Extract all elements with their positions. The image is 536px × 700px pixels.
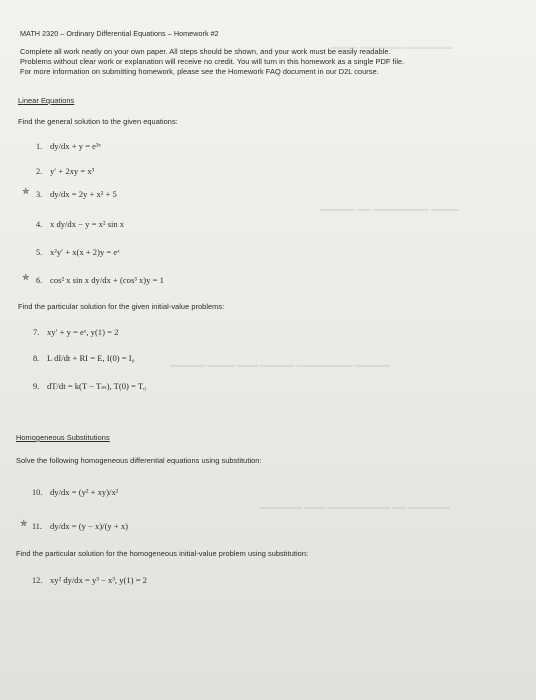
problem-equation: xy′ + y = eˣ, y(1) = 2 bbox=[47, 327, 119, 337]
problem-equation: x dy/dx − y = x² sin x bbox=[50, 219, 125, 229]
problem-number: 10. bbox=[32, 488, 43, 497]
problem-number: 2. bbox=[36, 167, 43, 176]
problem-number: 4. bbox=[36, 220, 43, 229]
bleed-through-text: ▬▬▬▬▬ ▬▬ ▬▬▬▬▬▬▬▬ ▬▬▬▬ bbox=[320, 206, 459, 213]
problem-number: 9. bbox=[33, 382, 40, 391]
star-check-mark-icon: ✯ bbox=[22, 273, 30, 283]
problem-number: 11. bbox=[32, 522, 42, 531]
linear-prompt: Find the general solution to the given equations: bbox=[18, 117, 178, 126]
instruction-line-2: Problems without clear work or explanation will receive no credit. You will turn in this homework as a single PDF file. bbox=[20, 57, 405, 66]
problem-equation: y′ + 2xy = x³ bbox=[50, 166, 95, 176]
homogeneous-prompt: Solve the following homogeneous differential equations using substitution: bbox=[16, 456, 262, 465]
page-title: MATH 2320 – Ordinary Differential Equations – Homework #2 bbox=[20, 29, 219, 38]
instruction-line-3: For more information on submitting homework, please see the Homework FAQ document in our D2L course. bbox=[20, 67, 379, 76]
homogeneous-ivp-prompt: Find the particular solution for the homogeneous initial-value problem using substitution: bbox=[16, 549, 309, 558]
problem-number: 5. bbox=[36, 248, 43, 257]
problem-equation: dy/dx + y = e³ˣ bbox=[50, 141, 102, 151]
problem-equation: x²y′ + x(x + 2)y = eˣ bbox=[50, 247, 120, 257]
star-check-mark-icon: ✯ bbox=[22, 187, 30, 197]
problem-number: 6. bbox=[36, 276, 43, 285]
problem-equation: dT/dt = k(T − Tₘ), T(0) = T₀ bbox=[47, 381, 147, 391]
problem-equation: xy² dy/dx = y³ − x³, y(1) = 2 bbox=[50, 575, 147, 585]
problem-number: 12. bbox=[32, 576, 43, 585]
section-heading-homogeneous: Homogeneous Substitutions bbox=[16, 433, 110, 442]
problem-equation: dy/dx = (y² + xy)/x² bbox=[50, 487, 119, 497]
section-heading-linear: Linear Equations bbox=[18, 96, 75, 105]
instruction-line-1: Complete all work neatly on your own paper. All steps should be shown, and your work must be easily readable. bbox=[20, 47, 391, 56]
problem-equation: dy/dx = 2y + x² + 5 bbox=[50, 189, 117, 199]
bleed-through-text: ▬▬▬▬▬▬ ▬▬▬ ▬▬▬▬▬▬▬▬▬ ▬▬ ▬▬▬▬▬▬ bbox=[260, 504, 450, 511]
problem-number: 7. bbox=[33, 328, 40, 337]
problem-equation: cos² x sin x dy/dx + (cos³ x)y = 1 bbox=[50, 275, 164, 285]
problem-number: 1. bbox=[36, 142, 43, 151]
problem-number: 3. bbox=[36, 190, 43, 199]
problem-number: 8. bbox=[33, 354, 40, 363]
star-check-mark-icon: ✯ bbox=[20, 519, 28, 529]
bleed-through-text: ▬▬▬▬▬ ▬▬▬▬ ▬▬▬ ▬▬▬▬▬ ▬▬▬▬▬▬▬▬ ▬▬▬▬▬ bbox=[170, 362, 390, 369]
bleed-through-text: ▬▬▬▬ ▬▬▬▬▬▬ ▬▬▬▬▬▬▬ bbox=[330, 44, 453, 51]
linear-ivp-prompt: Find the particular solution for the given initial-value problems: bbox=[18, 302, 225, 311]
problem-equation: dy/dx = (y − x)/(y + x) bbox=[50, 521, 129, 531]
problem-equation: L dI/dt + RI = E, I(0) = I₀ bbox=[47, 353, 135, 363]
